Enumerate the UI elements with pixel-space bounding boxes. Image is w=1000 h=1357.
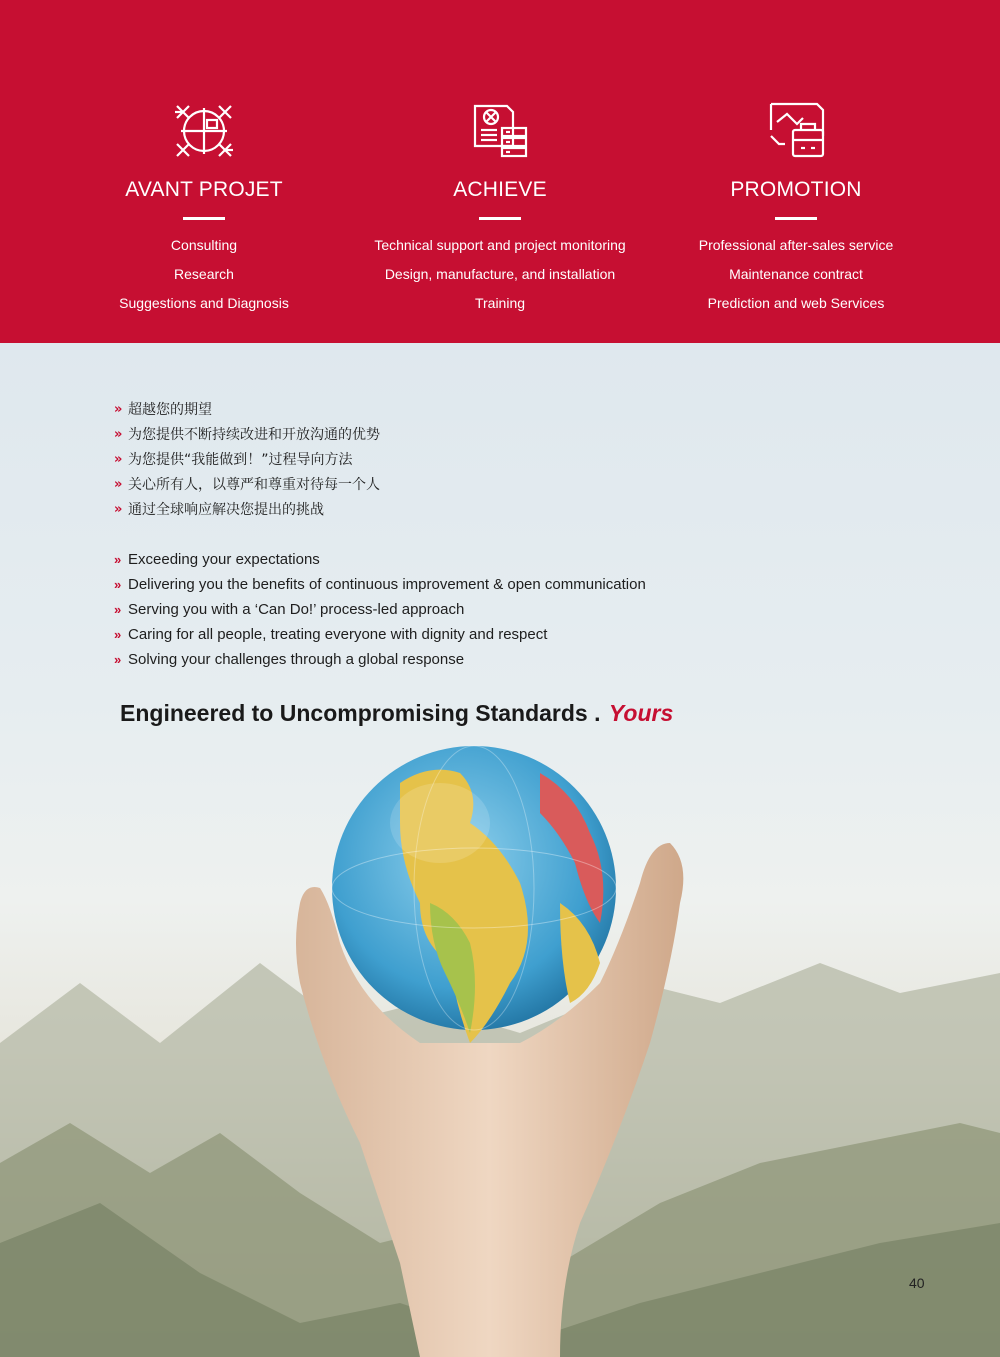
tagline-accent: Yours [608,700,674,726]
values-list-english [114,549,646,674]
service-item: Technical support and project monitoring [374,237,626,253]
service-item-list [39,236,369,323]
service-item: Maintenance contract [729,266,863,282]
page-number: 40 [909,1275,925,1291]
title-underline [479,217,521,220]
service-title: AVANT PROJET [125,178,283,201]
bullet-chevron-icon: » [114,652,122,667]
tagline-main: Engineered to Uncompromising Standards . [120,700,601,726]
values-list-chinese [114,399,380,524]
list-item-text: Delivering you the benefits of continuous improvement & open communication [128,576,646,593]
bullet-chevron-icon: » [114,502,123,517]
document-server-icon [469,100,531,162]
service-item: Suggestions and Diagnosis [119,295,289,311]
service-item: Consulting [170,237,238,253]
list-item [114,474,380,499]
list-item-text: 为您提供不断持续改进和开放沟通的优势 [128,427,380,443]
bullet-chevron-icon: » [114,627,122,642]
service-item-list [631,236,961,323]
list-item [114,424,380,449]
list-item-text: Serving you with a ‘Can Do!’ process-led approach [128,601,465,618]
bullet-chevron-icon: » [114,552,122,567]
bullet-chevron-icon: » [114,427,123,442]
service-title: ACHIEVE [453,178,547,201]
list-item [114,399,380,424]
service-title: PROMOTION [730,178,862,201]
bullet-chevron-icon: » [114,477,123,492]
list-item [114,499,380,524]
list-item-text: 超越您的期望 [128,402,212,418]
list-item-text: 通过全球响应解决您提出的挑战 [128,502,324,518]
bullet-chevron-icon: » [114,602,122,617]
bullet-chevron-icon: » [114,577,122,592]
title-underline [775,217,817,220]
list-item [114,599,646,624]
service-item: Prediction and web Services [707,295,885,311]
list-item [114,574,646,599]
list-item [114,549,646,574]
briefcase-support-icon [765,100,827,162]
service-item-list [335,236,665,323]
bullet-chevron-icon: » [114,452,123,467]
bullet-chevron-icon: » [114,402,123,417]
list-item [114,624,646,649]
service-item: Training [474,295,526,311]
service-item: Professional after-sales service [698,237,894,253]
tagline [120,700,673,727]
service-item: Research [174,266,234,282]
list-item-text: Caring for all people, treating everyone with dignity and respect [128,626,548,643]
strategy-grid-icon [173,100,235,162]
title-underline [183,217,225,220]
list-item [114,649,646,674]
list-item-text: Exceeding your expectations [128,551,320,568]
list-item-text: Solving your challenges through a global response [128,651,465,668]
list-item-text: 为您提供“我能做到！”过程导向方法 [128,452,353,468]
list-item [114,449,380,474]
service-item: Design, manufacture, and installation [384,266,616,282]
services-band [0,0,1000,343]
list-item-text: 关心所有人，以尊严和尊重对待每一个人 [128,477,380,493]
